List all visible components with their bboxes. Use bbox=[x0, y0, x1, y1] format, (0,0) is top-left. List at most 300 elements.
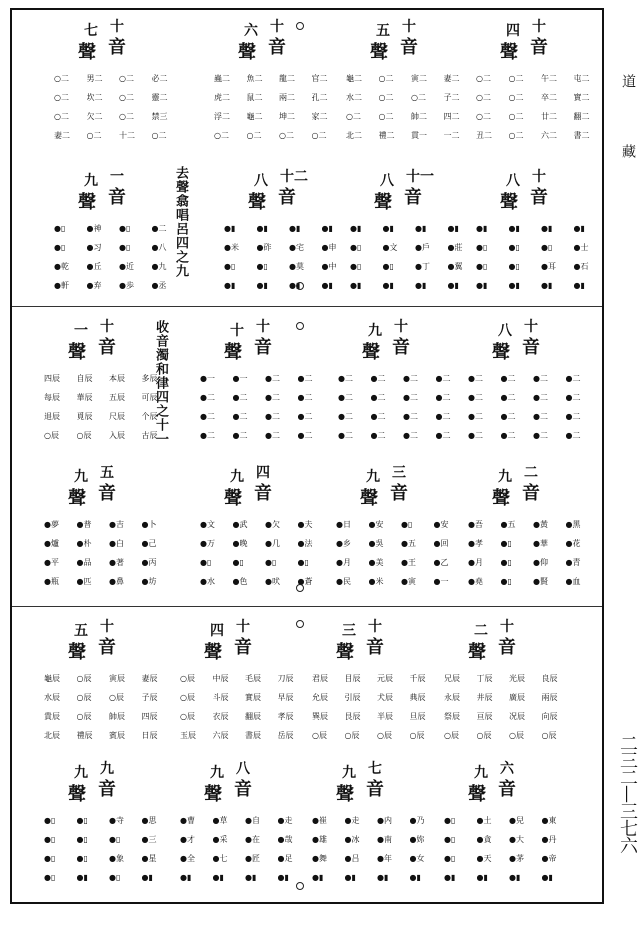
grid-cell: 亘辰 bbox=[476, 712, 493, 721]
panel-header bbox=[466, 462, 598, 508]
grid-cell: 北二 bbox=[346, 131, 362, 140]
grid-cell: ●▮ bbox=[382, 224, 394, 233]
grid-cell: ●帝 bbox=[541, 854, 557, 863]
grid-cell: 兩辰 bbox=[541, 693, 558, 702]
grid-cell: ○二 bbox=[119, 74, 134, 83]
grid-cell: ●二 bbox=[435, 393, 451, 402]
panel-header bbox=[198, 316, 330, 362]
header-yin: 音 bbox=[530, 37, 548, 58]
grid-cell: ●二 bbox=[265, 431, 280, 440]
header-num-1: 一 bbox=[74, 323, 88, 339]
grid-cell: 書二 bbox=[573, 131, 590, 140]
margin-label-zang: 藏 bbox=[620, 144, 636, 158]
grid-cell: ○二 bbox=[476, 112, 491, 121]
header-num-2: 十 bbox=[532, 19, 546, 35]
grid-cell: ●匠 bbox=[245, 854, 260, 863]
grid-cell: ●弃 bbox=[86, 281, 102, 290]
grid-cell: ●孝 bbox=[468, 539, 483, 548]
grid-cell: ○二 bbox=[86, 131, 102, 140]
grid-cell: ●普 bbox=[76, 520, 92, 529]
panel-sound-10-10 bbox=[198, 316, 330, 464]
header-sheng: 聲 bbox=[204, 642, 222, 663]
grid-cell: ●米 bbox=[224, 243, 239, 252]
grid-cell: ●申 bbox=[321, 243, 337, 252]
grid-cell: ●二 bbox=[403, 431, 418, 440]
grid-cell: ●欠 bbox=[265, 520, 280, 529]
panel-sound-8-12 bbox=[222, 166, 354, 314]
grid-cell: ●華 bbox=[533, 539, 548, 548]
panel-sound-9-10 bbox=[336, 316, 468, 464]
grid-cell: ●▯ bbox=[476, 262, 488, 271]
sound-grid bbox=[468, 372, 596, 443]
grid-cell: ●▯ bbox=[444, 816, 456, 825]
grid-cell: 靈二 bbox=[151, 93, 168, 102]
grid-cell: ●▮ bbox=[224, 224, 236, 233]
header-num-1: 九 bbox=[474, 765, 488, 781]
grid-cell: ●▯ bbox=[76, 854, 88, 863]
grid-cell: ●自 bbox=[245, 816, 260, 825]
grid-cell: ●丞 bbox=[151, 281, 167, 290]
grid-cell: ●女 bbox=[409, 854, 425, 863]
grid-cell: 艮辰 bbox=[344, 712, 361, 721]
header-num-2: 十一 bbox=[406, 169, 434, 185]
grid-cell: ●二 bbox=[338, 374, 353, 383]
grid-cell: ○辰 bbox=[76, 712, 92, 721]
grid-cell: ●寺 bbox=[109, 816, 124, 825]
grid-cell: 翻二 bbox=[573, 112, 590, 121]
grid-cell: ●二 bbox=[370, 431, 386, 440]
grid-cell: ●晚 bbox=[232, 539, 248, 548]
grid-cell: ●▮ bbox=[245, 873, 257, 882]
grid-cell: ●▯ bbox=[109, 873, 121, 882]
grid-cell: ●▯ bbox=[508, 262, 520, 271]
grid-cell: ●二 bbox=[151, 224, 167, 233]
grid-cell: ●▯ bbox=[44, 816, 56, 825]
grid-cell: ●▮ bbox=[573, 224, 585, 233]
header-num-1: 九 bbox=[210, 765, 224, 781]
sound-grid bbox=[180, 672, 308, 743]
header-yin: 音 bbox=[522, 483, 540, 504]
grid-cell: ●▮ bbox=[476, 873, 488, 882]
header-sheng: 聲 bbox=[336, 784, 354, 805]
grid-cell: 家二 bbox=[311, 112, 328, 121]
panel-sound-1-10 bbox=[42, 316, 174, 464]
grid-cell: ●水 bbox=[200, 577, 215, 586]
grid-cell: 龜二 bbox=[346, 74, 362, 83]
grid-cell: 必二 bbox=[151, 74, 168, 83]
grid-cell: 男二 bbox=[86, 74, 103, 83]
grid-cell: ●乃 bbox=[409, 816, 425, 825]
grid-cell: ○辰 bbox=[312, 731, 327, 740]
grid-cell: ○二 bbox=[54, 93, 69, 102]
grid-cell: ●二 bbox=[468, 393, 483, 402]
panel-header bbox=[222, 166, 354, 212]
grid-cell: ●▮ bbox=[382, 281, 394, 290]
grid-cell: ●▮ bbox=[509, 873, 521, 882]
grid-cell: ●▯ bbox=[382, 262, 394, 271]
grid-cell: ●石 bbox=[573, 262, 589, 271]
grid-cell: ●安 bbox=[433, 520, 449, 529]
header-yin: 音 bbox=[254, 483, 272, 504]
header-num-2: 十 bbox=[500, 619, 514, 635]
grid-cell: ●砟 bbox=[256, 243, 272, 252]
header-num-1: 九 bbox=[498, 469, 512, 485]
grid-cell: ○二 bbox=[119, 112, 134, 121]
grid-cell: ●二 bbox=[500, 412, 516, 421]
panel-sound-9-4 bbox=[198, 462, 330, 610]
grid-cell: 虎二 bbox=[214, 93, 230, 102]
grid-cell: 犬辰 bbox=[377, 693, 393, 702]
header-num-1: 八 bbox=[380, 173, 394, 189]
grid-cell: ○辰 bbox=[476, 731, 492, 740]
grid-cell: ●▯ bbox=[476, 243, 488, 252]
grid-cell: ●▯ bbox=[44, 854, 56, 863]
grid-cell: 良辰 bbox=[541, 674, 558, 683]
sound-grid bbox=[214, 72, 342, 143]
header-num-1: 九 bbox=[74, 469, 88, 485]
grid-cell: ●二 bbox=[297, 431, 313, 440]
grid-cell: ●全 bbox=[180, 854, 195, 863]
grid-cell: ●天 bbox=[476, 854, 492, 863]
grid-cell: ●翼 bbox=[447, 262, 463, 271]
grid-cell: ●采 bbox=[212, 835, 228, 844]
section-divider-1 bbox=[12, 306, 602, 307]
grid-cell: 實二 bbox=[573, 93, 590, 102]
grid-cell: 衣辰 bbox=[212, 712, 229, 721]
panel-header bbox=[310, 758, 442, 804]
sound-grid bbox=[44, 372, 172, 443]
grid-cell: ○二 bbox=[476, 74, 491, 83]
grid-cell: ●丹 bbox=[541, 835, 557, 844]
grid-cell: ●王 bbox=[401, 558, 416, 567]
grid-cell: ○二 bbox=[378, 112, 394, 121]
grid-cell: ●▯ bbox=[200, 558, 212, 567]
header-num-1: 四 bbox=[210, 623, 224, 639]
grid-cell: 鼠二 bbox=[246, 93, 263, 102]
grid-cell: ●二 bbox=[403, 374, 418, 383]
header-num-1: 四 bbox=[506, 23, 520, 39]
header-sheng: 聲 bbox=[492, 488, 510, 509]
header-num-2: 十 bbox=[100, 619, 114, 635]
header-num-2: 十 bbox=[368, 619, 382, 635]
grid-cell: ●▮ bbox=[321, 224, 333, 233]
grid-cell: ●二 bbox=[338, 431, 353, 440]
grid-cell: 六辰 bbox=[212, 731, 229, 740]
grid-cell: ●▯ bbox=[54, 243, 66, 252]
panel-header bbox=[42, 616, 174, 662]
grid-cell: ●戶 bbox=[415, 243, 430, 252]
grid-cell: 斗辰 bbox=[212, 693, 229, 702]
section-divider-2 bbox=[12, 606, 602, 607]
header-sheng: 聲 bbox=[204, 784, 222, 805]
panel-sound-40 bbox=[474, 16, 606, 164]
grid-cell: 本辰 bbox=[109, 374, 125, 383]
grid-cell: 禮二 bbox=[378, 131, 395, 140]
sound-grid bbox=[54, 222, 182, 293]
header-num-1: 三 bbox=[342, 623, 356, 639]
sound-grid bbox=[44, 672, 172, 743]
grid-cell: ●安 bbox=[368, 520, 384, 529]
grid-cell: ●歩 bbox=[119, 281, 134, 290]
header-yin: 音 bbox=[366, 779, 384, 800]
grid-cell: ●五 bbox=[401, 539, 416, 548]
grid-cell: ●冰 bbox=[344, 835, 360, 844]
grid-cell: ●宅 bbox=[289, 243, 304, 252]
grid-cell: ●▮ bbox=[476, 281, 488, 290]
grid-cell: ○二 bbox=[214, 131, 229, 140]
grid-cell: 玉辰 bbox=[180, 731, 196, 740]
grid-cell: 坎二 bbox=[86, 93, 103, 102]
header-sheng: 聲 bbox=[500, 192, 518, 213]
header-sheng: 聲 bbox=[468, 784, 486, 805]
grid-cell: ●在 bbox=[245, 835, 260, 844]
panel-header bbox=[42, 462, 174, 508]
grid-cell: ●白 bbox=[109, 539, 124, 548]
grid-cell: ●二 bbox=[338, 393, 353, 402]
grid-cell: ●习 bbox=[86, 243, 102, 252]
panel-sound-9-7 bbox=[310, 758, 442, 906]
header-num-2: 六 bbox=[500, 761, 514, 777]
grid-cell: ●▮ bbox=[415, 281, 427, 290]
header-yin: 音 bbox=[530, 187, 548, 208]
header-sheng: 聲 bbox=[224, 488, 242, 509]
header-sheng: 聲 bbox=[78, 192, 96, 213]
grid-cell: ○辰 bbox=[76, 431, 92, 440]
grid-cell: ●二 bbox=[265, 412, 280, 421]
grid-cell: ●仰 bbox=[533, 558, 548, 567]
header-num-2: 三 bbox=[392, 465, 406, 481]
grid-cell: 北辰 bbox=[44, 731, 60, 740]
panel-header bbox=[52, 16, 184, 62]
grid-cell: ●▮ bbox=[573, 281, 585, 290]
grid-cell: ●大 bbox=[509, 835, 524, 844]
header-num-2: 十 bbox=[532, 169, 546, 185]
grid-cell: ●崔 bbox=[312, 816, 327, 825]
header-num-2: 十二 bbox=[280, 169, 308, 185]
grid-cell: 刀辰 bbox=[277, 674, 294, 683]
header-sheng: 聲 bbox=[500, 42, 518, 63]
grid-cell: ●▯ bbox=[224, 262, 236, 271]
header-yin: 音 bbox=[234, 637, 252, 658]
grid-cell: ●二 bbox=[500, 374, 516, 383]
header-yin: 音 bbox=[98, 337, 116, 358]
header-sheng: 聲 bbox=[336, 642, 354, 663]
grid-cell: ●東 bbox=[541, 816, 557, 825]
grid-cell: ●耳 bbox=[541, 262, 556, 271]
grid-cell: 帥辰 bbox=[109, 712, 125, 721]
grid-cell: ●己 bbox=[141, 539, 157, 548]
grid-cell: ●月 bbox=[336, 558, 351, 567]
grid-cell: ●曹 bbox=[180, 816, 195, 825]
header-num-2: 十 bbox=[402, 19, 416, 35]
grid-cell: ●二 bbox=[533, 412, 548, 421]
grid-cell: 覓辰 bbox=[76, 412, 93, 421]
header-sheng: 聲 bbox=[360, 488, 378, 509]
header-num-1: 八 bbox=[498, 323, 512, 339]
header-yin: 音 bbox=[278, 187, 296, 208]
grid-cell: ●思 bbox=[141, 816, 157, 825]
sound-grid bbox=[468, 518, 596, 589]
grid-cell: ○二 bbox=[311, 131, 327, 140]
header-num-2: 十 bbox=[100, 319, 114, 335]
grid-cell: ●二 bbox=[370, 393, 386, 402]
grid-cell: ●茅 bbox=[509, 854, 524, 863]
header-sheng: 聲 bbox=[492, 342, 510, 363]
header-sheng: 聲 bbox=[68, 642, 86, 663]
grid-cell: 欠二 bbox=[86, 112, 103, 121]
panel-sound-9-5 bbox=[42, 462, 174, 610]
grid-cell: 丑二 bbox=[476, 131, 492, 140]
grid-cell: ●二 bbox=[500, 393, 516, 402]
grid-cell: 貴辰 bbox=[44, 712, 60, 721]
header-yin: 音 bbox=[234, 779, 252, 800]
grid-cell: ●爐 bbox=[44, 539, 59, 548]
grid-cell: ○二 bbox=[119, 93, 134, 102]
grid-cell: ●五 bbox=[500, 520, 516, 529]
grid-cell: ●▯ bbox=[297, 558, 309, 567]
grid-cell: ○二 bbox=[378, 74, 394, 83]
panel-header bbox=[198, 462, 330, 508]
grid-cell: 魚二 bbox=[246, 74, 263, 83]
grid-cell: 毛辰 bbox=[245, 674, 261, 683]
header-num-1: 六 bbox=[244, 23, 258, 39]
header-yin: 音 bbox=[98, 483, 116, 504]
sound-grid bbox=[200, 372, 328, 443]
grid-cell: ●二 bbox=[297, 412, 313, 421]
grid-cell: 孝辰 bbox=[277, 712, 294, 721]
grid-cell: ●▯ bbox=[508, 243, 520, 252]
grid-cell: 每辰 bbox=[44, 393, 60, 402]
header-sheng: 聲 bbox=[468, 642, 486, 663]
panel-sound-9-2 bbox=[466, 462, 598, 610]
grid-cell: ●雄 bbox=[312, 835, 327, 844]
grid-cell: 廿二 bbox=[541, 112, 557, 121]
grid-cell: ●賢 bbox=[533, 577, 548, 586]
grid-cell: ●青 bbox=[565, 558, 581, 567]
grid-cell: 四辰 bbox=[141, 712, 158, 721]
header-yin: 音 bbox=[522, 337, 540, 358]
header-yin: 音 bbox=[498, 779, 516, 800]
grid-cell: ●寅 bbox=[401, 577, 416, 586]
sound-grid bbox=[200, 518, 328, 589]
header-num-2: 二 bbox=[524, 465, 538, 481]
panel-header bbox=[336, 316, 468, 362]
binding-ring-mark bbox=[296, 282, 304, 290]
panel-header bbox=[178, 616, 310, 662]
grid-cell: 六二 bbox=[541, 131, 557, 140]
panel-header bbox=[442, 616, 574, 662]
grid-cell: ●回 bbox=[433, 539, 449, 548]
grid-cell: ●土 bbox=[476, 816, 492, 825]
header-num-2: 四 bbox=[256, 465, 270, 481]
header-sheng: 聲 bbox=[68, 342, 86, 363]
grid-cell: ●▮ bbox=[344, 873, 356, 882]
panel-sound-3-10 bbox=[310, 616, 442, 764]
grid-cell: ○辰 bbox=[76, 693, 92, 702]
grid-cell: ●足 bbox=[277, 854, 293, 863]
panel-sound-9-3 bbox=[334, 462, 466, 610]
grid-cell: ●▮ bbox=[277, 873, 289, 882]
grid-cell: ●二 bbox=[265, 393, 280, 402]
header-yin: 音 bbox=[268, 37, 286, 58]
grid-cell: 子二 bbox=[443, 93, 460, 102]
header-yin: 音 bbox=[392, 337, 410, 358]
grid-cell: ●▮ bbox=[444, 873, 456, 882]
grid-cell: 龜辰 bbox=[44, 674, 60, 683]
grid-cell: 丁辰 bbox=[476, 674, 493, 683]
grid-cell: ●二 bbox=[200, 431, 215, 440]
header-yin: 音 bbox=[400, 37, 418, 58]
grid-cell: ●莫 bbox=[289, 262, 304, 271]
grid-cell: ○辰 bbox=[377, 731, 392, 740]
sound-grid bbox=[180, 814, 308, 885]
grid-cell: ●▯ bbox=[119, 243, 131, 252]
grid-cell: 午二 bbox=[541, 74, 557, 83]
grid-cell: ●走 bbox=[344, 816, 360, 825]
grid-cell: ●二 bbox=[565, 431, 581, 440]
grid-cell: ●▮ bbox=[321, 281, 333, 290]
grid-cell: ●乾 bbox=[54, 262, 69, 271]
grid-cell: ●卜 bbox=[141, 520, 157, 529]
grid-cell: 目辰 bbox=[344, 674, 361, 683]
binding-ring-mark bbox=[296, 620, 304, 628]
grid-cell: ●夫 bbox=[297, 520, 313, 529]
grid-cell: 貫一 bbox=[411, 131, 427, 140]
header-num-2: 十 bbox=[270, 19, 284, 35]
grid-cell: ●▯ bbox=[109, 835, 121, 844]
grid-cell: ●二 bbox=[435, 374, 451, 383]
grid-cell: ●▯ bbox=[54, 224, 66, 233]
panel-sound-70 bbox=[52, 16, 184, 164]
grid-cell: ●▮ bbox=[256, 281, 268, 290]
grid-cell: ●坊 bbox=[141, 577, 157, 586]
grid-cell: 允辰 bbox=[312, 693, 328, 702]
sound-grid bbox=[444, 672, 572, 743]
grid-cell: ●二 bbox=[232, 412, 248, 421]
grid-cell: ●八 bbox=[151, 243, 167, 252]
grid-cell: ○辰 bbox=[109, 693, 124, 702]
grid-cell: ●▯ bbox=[500, 539, 512, 548]
grid-cell: ●▮ bbox=[289, 224, 301, 233]
grid-cell: ○二 bbox=[411, 93, 426, 102]
header-num-2: 十 bbox=[110, 19, 124, 35]
grid-cell: ●走 bbox=[277, 816, 293, 825]
panel-sound-5-10 bbox=[42, 616, 174, 764]
grid-cell: ●▯ bbox=[232, 558, 244, 567]
page-number: 二三二—三七六 bbox=[617, 734, 638, 853]
grid-cell: ●▮ bbox=[508, 224, 520, 233]
grid-cell: ○二 bbox=[54, 112, 69, 121]
grid-cell: ●▯ bbox=[500, 577, 512, 586]
grid-cell: 實辰 bbox=[245, 693, 261, 702]
grid-cell: ●▮ bbox=[541, 873, 553, 882]
grid-cell: ●▮ bbox=[212, 873, 224, 882]
grid-cell: ●▯ bbox=[44, 873, 56, 882]
grid-cell: ●蒼 bbox=[297, 577, 313, 586]
header-yin: 音 bbox=[108, 187, 126, 208]
sound-grid bbox=[54, 72, 182, 143]
grid-cell: 寅二 bbox=[411, 74, 427, 83]
grid-cell: ●▯ bbox=[444, 854, 456, 863]
header-sheng: 聲 bbox=[248, 192, 266, 213]
grid-cell: 龜二 bbox=[246, 112, 263, 121]
grid-cell: ●▮ bbox=[541, 281, 553, 290]
header-sheng: 聲 bbox=[362, 342, 380, 363]
header-sheng: 聲 bbox=[68, 488, 86, 509]
grid-cell: 自辰 bbox=[76, 374, 93, 383]
grid-cell: ●匹 bbox=[76, 577, 92, 586]
grid-cell: ●二 bbox=[232, 393, 248, 402]
